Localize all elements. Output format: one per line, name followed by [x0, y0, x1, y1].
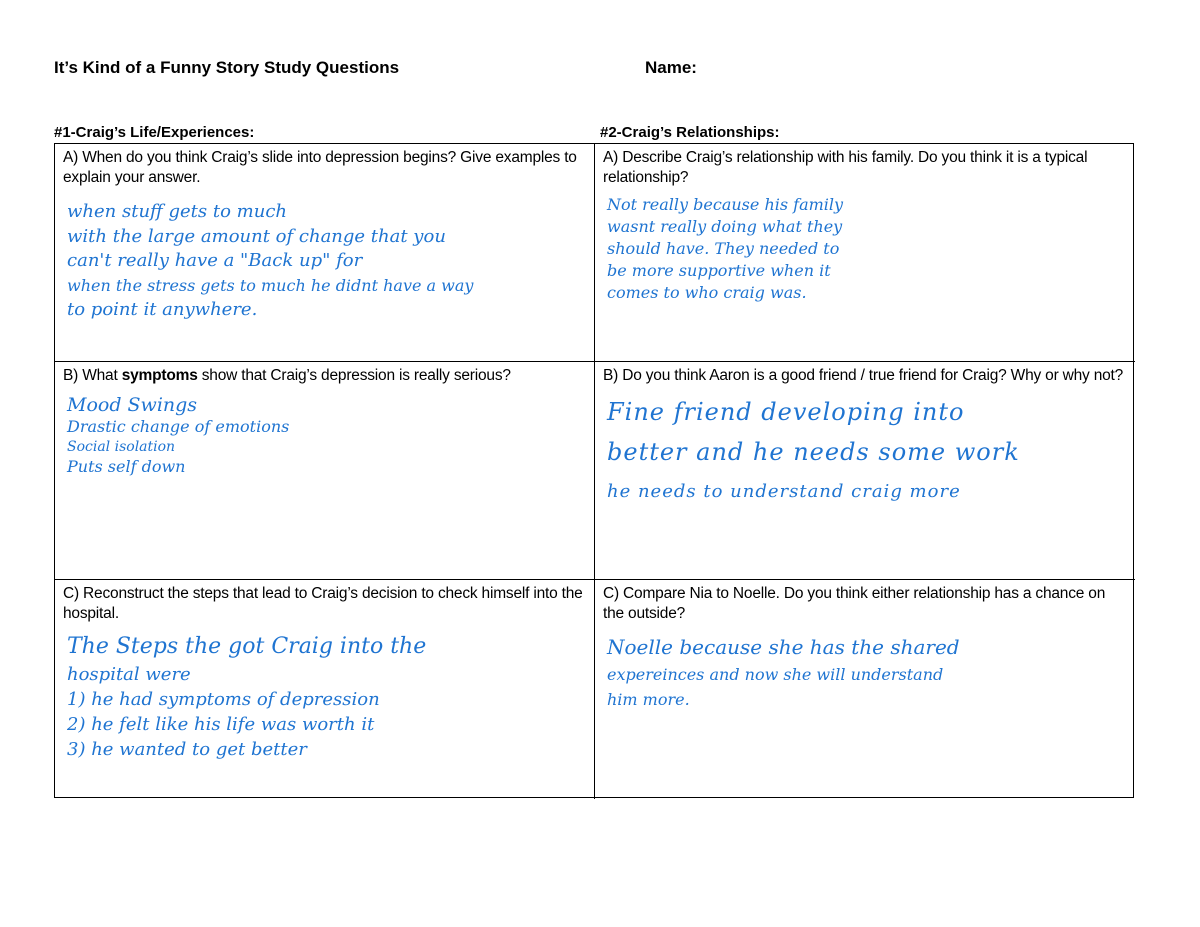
cell-2a — [595, 144, 1135, 362]
answer-line: wasnt really doing what they — [607, 217, 843, 236]
answer-line: 3) he wanted to get better — [67, 739, 307, 760]
answer-line: comes to who craig was. — [607, 283, 807, 302]
cell-2c — [595, 580, 1135, 799]
answer-2b — [603, 392, 1127, 512]
name-label: Name: — [645, 58, 697, 77]
answer-line: to point it anywhere. — [67, 299, 258, 320]
answer-line: be more supportive when it — [607, 261, 831, 280]
answer-line: him more. — [607, 690, 690, 709]
section-heading-life-experiences: #1-Craig’s Life/Experiences: — [54, 124, 255, 141]
answer-line: when stuff gets to much — [67, 201, 287, 222]
answer-2c — [603, 632, 1127, 712]
question-1c: C) Reconstruct the steps that lead to Craig’s decision to check himself into the hospital. — [63, 585, 583, 622]
question-1b: B) What symptoms show that Craig’s depression is really serious? — [63, 367, 511, 384]
question-1a: A) When do you think Craig’s slide into depression begins? Give examples to explain your answer. — [63, 149, 577, 186]
answer-line: should have. They needed to — [607, 239, 840, 258]
answer-line: Puts self down — [67, 457, 186, 476]
answer-line: expereinces and now she will understand — [607, 665, 944, 684]
answer-1c — [63, 632, 586, 762]
questions-table — [54, 143, 1134, 798]
cell-1a — [55, 144, 595, 362]
answer-2a — [603, 194, 1127, 304]
cell-1c — [55, 580, 595, 799]
question-2c: C) Compare Nia to Noelle. Do you think either relationship has a chance on the outside? — [603, 585, 1106, 622]
answer-line: Mood Swings — [67, 394, 198, 416]
answer-line: hospital were — [67, 664, 191, 685]
answer-line: Not really because his family — [607, 195, 844, 214]
answer-line: better and he needs some work — [607, 438, 1020, 466]
answer-1b — [63, 394, 586, 478]
cell-2b — [595, 362, 1135, 580]
cell-1b — [55, 362, 595, 580]
answer-line: can't really have a "Back up" for — [67, 250, 363, 271]
answer-line: when the stress gets to much he didnt have a way — [67, 275, 474, 295]
answer-1a — [63, 200, 586, 323]
answer-line: with the large amount of change that you — [67, 225, 446, 247]
answer-line: Drastic change of emotions — [67, 417, 290, 436]
worksheet-title: It’s Kind of a Funny Story Study Questions — [54, 58, 400, 77]
section-heading-relationships: #2-Craig’s Relationships: — [600, 124, 780, 141]
answer-line: he needs to understand craig more — [607, 481, 961, 502]
answer-line: 2) he felt like his life was worth it — [67, 714, 375, 735]
answer-line: Fine friend developing into — [607, 398, 965, 426]
answer-line: 1) he had symptoms of depression — [67, 689, 380, 710]
symptoms-emphasis: symptoms — [121, 367, 198, 384]
question-2a: A) Describe Craig’s relationship with his family. Do you think it is a typical relationship? — [603, 149, 1088, 186]
answer-line: The Steps the got Craig into the — [67, 634, 427, 659]
answer-line: Social isolation — [67, 439, 176, 455]
answer-line: Noelle because she has the shared — [607, 635, 960, 659]
question-2b: B) Do you think Aaron is a good friend / true friend for Craig? Why or why not? — [603, 367, 1124, 384]
